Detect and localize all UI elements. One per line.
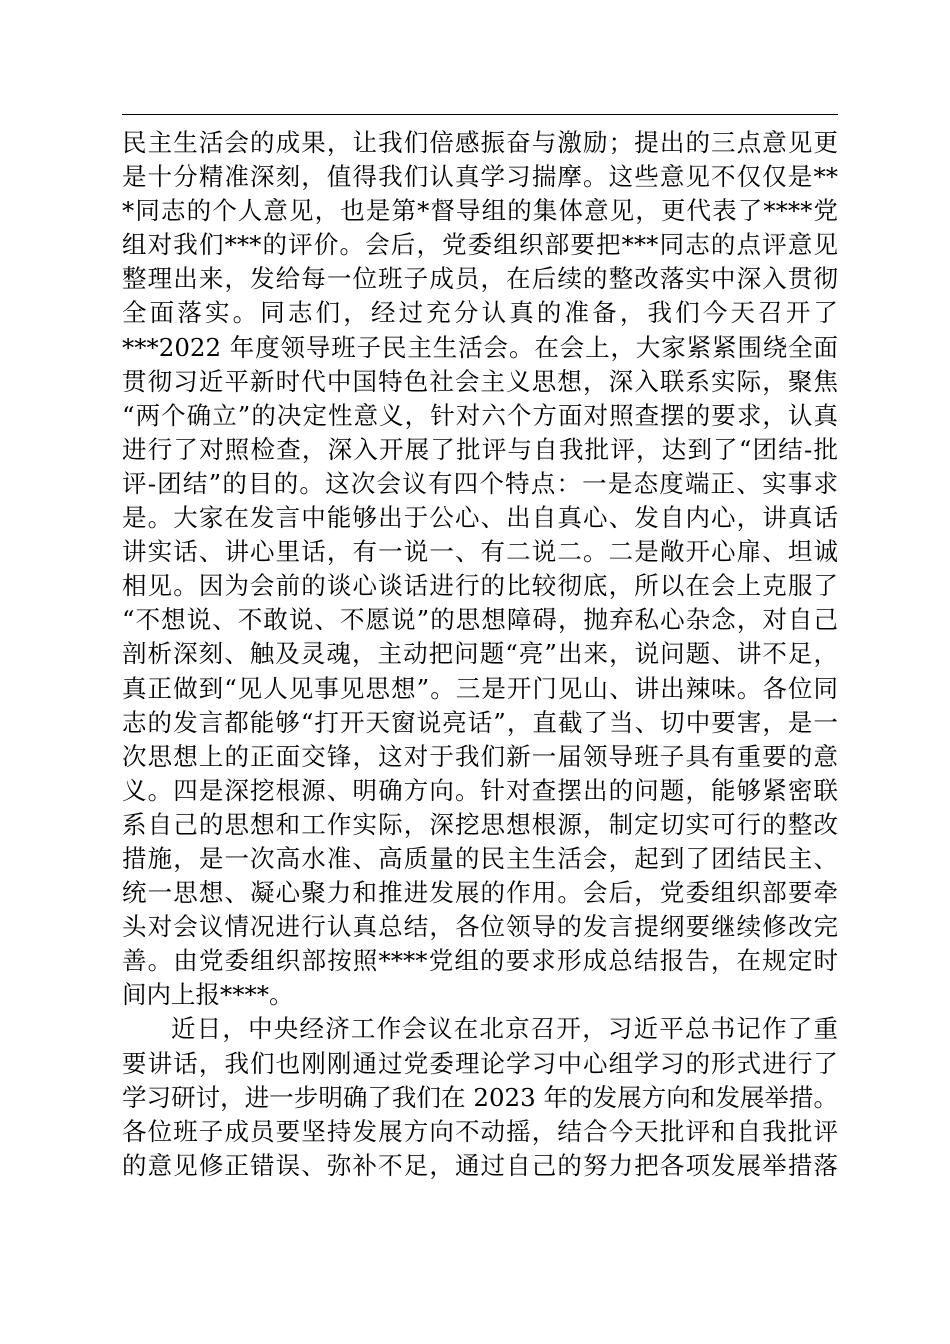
text-line: “两个确立”的决定性意义，针对六个方面对照查摆的要求，认真 xyxy=(122,400,838,430)
text-line: 间内上报****。 xyxy=(122,980,294,1010)
text-line: 剖析深刻、触及灵魂，主动把问题“亮”出来，说问题、讲不足， xyxy=(122,639,838,669)
text-line: 近日，中央经济工作会议在北京召开，习近平总书记作了重 xyxy=(171,1014,838,1044)
text-line: 真正做到“见人见事见思想”。三是开门见山、讲出辣味。各位同 xyxy=(122,673,838,703)
text-line: 学习研讨，进一步明确了我们在 2023 年的发展方向和发展举措。 xyxy=(122,1082,838,1112)
text-line: 贯彻习近平新时代中国特色社会主义思想，深入联系实际，聚焦 xyxy=(122,366,838,396)
text-line: ***2022 年度领导班子民主生活会。在会上，大家紧紧围绕全面 xyxy=(122,332,838,362)
body-text xyxy=(122,126,838,1183)
text-line: 进行了对照检查，深入开展了批评与自我批评，达到了“团结-批 xyxy=(122,434,838,464)
text-line: 民主生活会的成果，让我们倍感振奋与激励；提出的三点意见更 xyxy=(122,128,838,157)
text-line: 讲实话、讲心里话，有一说一、有二说二。二是敞开心扉、坦诚 xyxy=(122,537,838,567)
text-line: 系自己的思想和工作实际，深挖思想根源，制定切实可行的整改 xyxy=(122,809,838,839)
text-line: 是。大家在发言中能够出于公心、出自真心、发自内心，讲真话 xyxy=(122,503,838,533)
text-line: *同志的个人意见，也是第*督导组的集体意见，更代表了****党 xyxy=(122,196,838,226)
header-rule xyxy=(122,114,838,115)
text-line: 措施，是一次高水准、高质量的民主生活会，起到了团结民主、 xyxy=(122,843,838,873)
text-line: 的意见修正错误、弥补不足，通过自己的努力把各项发展举措落 xyxy=(122,1150,838,1180)
text-line: 评-团结”的目的。这次会议有四个特点：一是态度端正、实事求 xyxy=(122,468,838,498)
text-line: 是十分精准深刻，值得我们认真学习揣摩。这些意见不仅仅是** xyxy=(122,162,838,192)
text-line: 全面落实。同志们，经过充分认真的准备，我们今天召开了 xyxy=(122,298,838,328)
text-line: “不想说、不敢说、不愿说”的思想障碍，抛弃私心杂念，对自己 xyxy=(122,605,838,635)
text-line: 次思想上的正面交锋，这对于我们新一届领导班子具有重要的意 xyxy=(122,741,838,771)
text-line: 相见。因为会前的谈心谈话进行的比较彻底，所以在会上克服了 xyxy=(122,571,838,601)
paragraph xyxy=(122,126,838,1012)
text-line: 各位班子成员要坚持发展方向不动摇，结合今天批评和自我批评 xyxy=(122,1116,838,1146)
text-line: 义。四是深挖根源、明确方向。针对查摆出的问题，能够紧密联 xyxy=(122,775,838,805)
text-line: 头对会议情况进行认真总结，各位领导的发言提纲要继续修改完 xyxy=(122,912,838,942)
text-line: 志的发言都能够“打开天窗说亮话”，直截了当、切中要害，是一 xyxy=(122,707,838,737)
text-line: 统一思想、凝心聚力和推进发展的作用。会后，党委组织部要牵 xyxy=(122,878,838,908)
text-line: 善。由党委组织部按照****党组的要求形成总结报告，在规定时 xyxy=(122,946,838,976)
text-line: 组对我们***的评价。会后，党委组织部要把***同志的点评意见 xyxy=(122,230,838,260)
paragraph xyxy=(122,1012,838,1182)
text-line: 整理出来，发给每一位班子成员，在后续的整改落实中深入贯彻 xyxy=(122,264,838,294)
text-line: 要讲话，我们也刚刚通过党委理论学习中心组学习的形式进行了 xyxy=(122,1048,838,1078)
